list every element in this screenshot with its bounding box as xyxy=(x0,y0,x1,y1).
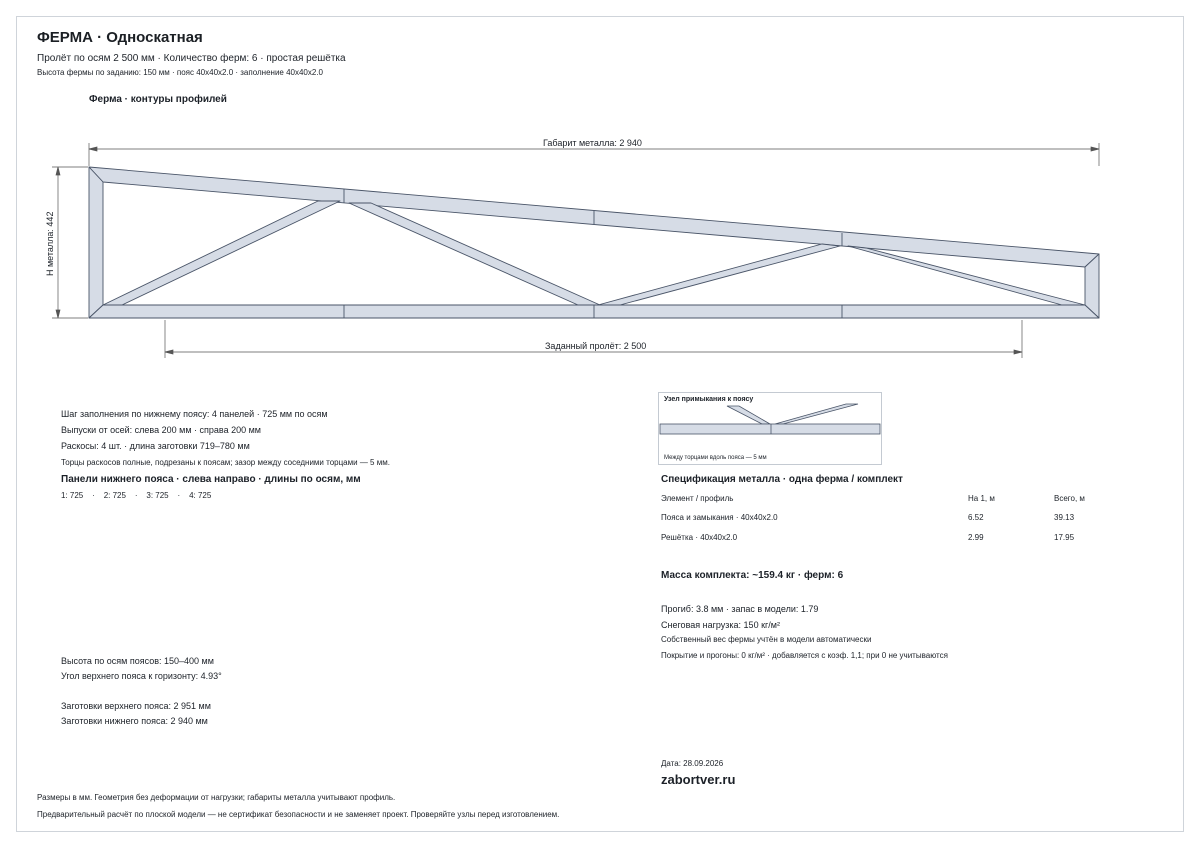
dim-overall-label: Габарит металла: 2 940 xyxy=(543,138,642,148)
spec-row-chords-per-one: 6.52 xyxy=(968,513,984,522)
panels-list: 1: 725 · 2: 725 · 3: 725 · 4: 725 xyxy=(61,491,212,500)
spec-row-lattice-total: 17.95 xyxy=(1054,533,1075,542)
footer-note-dimensions: Размеры в мм. Геометрия без деформации от нагрузки; габариты металла учитывают профиль. xyxy=(37,793,396,802)
snow-load: Снеговая нагрузка: 150 кг/м² xyxy=(661,620,780,630)
spec-title: Спецификация металла · одна ферма / комплект xyxy=(661,474,903,485)
dim-span-label: Заданный пролёт: 2 500 xyxy=(545,341,647,351)
top-blanks: Заготовки верхнего пояса: 2 951 мм xyxy=(61,701,211,711)
note-ends: Торцы раскосов полные, подрезаны к поясам; зазор между соседними торцами — 5 мм. xyxy=(61,458,390,467)
spec-row-chords-total: 39.13 xyxy=(1054,513,1075,522)
node-detail-title: Узел примыкания к поясу xyxy=(664,396,754,403)
height-axes: Высота по осям поясов: 150–400 мм xyxy=(61,656,214,666)
spec-row-lattice-name: Решётка · 40x40x2.0 xyxy=(661,533,738,542)
deflection: Прогиб: 3.8 мм · запас в модели: 1.79 xyxy=(661,604,819,614)
roofing-note: Покрытие и прогоны: 0 кг/м² · добавляется с коэф. 1,1; при 0 не учитываются xyxy=(661,651,948,660)
bottom-blanks: Заготовки нижнего пояса: 2 940 мм xyxy=(61,716,208,726)
node-detail-drawing xyxy=(659,393,881,464)
page-title: ФЕРМА · Односкатная xyxy=(37,29,203,46)
kit-mass: Масса комплекта: ~159.4 кг · ферм: 6 xyxy=(661,570,844,581)
panels-title: Панели нижнего пояса · слева направо · длины по осям, мм xyxy=(61,474,361,485)
subtitle-profiles: Высота фермы по заданию: 150 мм · пояс 40x40x2.0 · заполнение 40x40x2.0 xyxy=(37,68,323,77)
drawing-section-title: Ферма · контуры профилей xyxy=(89,94,227,105)
spec-header-per-one: На 1, м xyxy=(968,494,995,503)
note-overhang: Выпуски от осей: слева 200 мм · справа 200 мм xyxy=(61,425,261,435)
node-detail-caption: Между торцами вдоль пояса — 5 мм xyxy=(664,455,767,461)
spec-header-element: Элемент / профиль xyxy=(661,494,734,503)
left-post xyxy=(89,167,103,318)
chord-angle: Угол верхнего пояса к горизонту: 4.93° xyxy=(61,671,222,681)
brace-3 xyxy=(598,244,840,305)
date: Дата: 28.09.2026 xyxy=(661,759,724,768)
spec-row-lattice-per-one: 2.99 xyxy=(968,533,984,542)
node-detail-inset xyxy=(658,392,882,465)
subtitle-span: Пролёт по осям 2 500 мм · Количество ферм: 6 · простая решётка xyxy=(37,53,346,64)
spec-row-chords-name: Пояса и замыкания · 40x40x2.0 xyxy=(661,513,778,522)
self-weight-note: Собственный вес фермы учтён в модели автоматически xyxy=(661,635,872,644)
spec-header-total: Всего, м xyxy=(1054,494,1085,503)
note-braces: Раскосы: 4 шт. · длина заготовки 719–780 мм xyxy=(61,441,250,451)
note-step: Шаг заполнения по нижнему поясу: 4 панелей · 725 мм по осям xyxy=(61,409,328,419)
brace-1 xyxy=(103,201,340,305)
site-name: zabortver.ru xyxy=(661,772,736,787)
footer-note-disclaimer: Предварительный расчёт по плоской модели — не сертификат безопасности и не заменяет проект. Проверяйте узлы перед изготовлением. xyxy=(37,810,560,819)
